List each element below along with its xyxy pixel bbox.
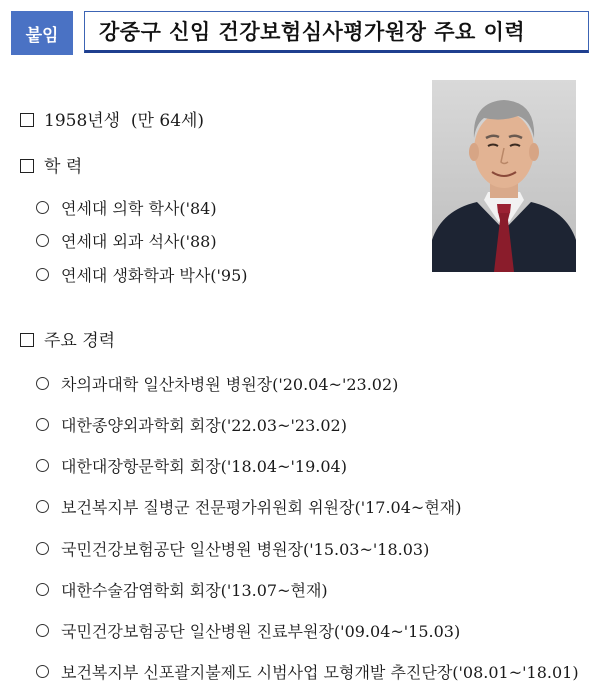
career-item: 차의과대학 일산차병원 병원장('20.04~'23.02) (61, 375, 399, 394)
page-title: 강중구 신임 건강보험심사평가원장 주요 이력 (84, 11, 589, 53)
circle-bullet-icon (36, 201, 49, 214)
career-item: 보건복지부 신포괄지불제도 시범사업 모형개발 추진단장('08.01~'18.01) (61, 663, 579, 682)
list-item (36, 537, 429, 560)
circle-bullet-icon (36, 268, 49, 281)
birth-text: 1958년생 (만 64세) (44, 111, 205, 131)
education-heading (20, 152, 82, 177)
square-bullet-icon (20, 113, 34, 127)
education-item: 연세대 의학 학사('84) (61, 199, 217, 218)
birth-line (20, 106, 204, 131)
circle-bullet-icon (36, 542, 49, 555)
attachment-badge: 붙임 (11, 11, 73, 55)
circle-bullet-icon (36, 234, 49, 247)
circle-bullet-icon (36, 624, 49, 637)
education-item: 연세대 생화학과 박사('95) (61, 266, 248, 285)
circle-bullet-icon (36, 583, 49, 596)
circle-bullet-icon (36, 665, 49, 678)
circle-bullet-icon (36, 459, 49, 472)
list-item (36, 413, 347, 436)
portrait-photo (432, 80, 576, 272)
list-item (36, 578, 328, 601)
career-heading-text: 주요 경력 (44, 331, 116, 351)
list-item (36, 263, 248, 286)
list-item (36, 196, 217, 219)
circle-bullet-icon (36, 500, 49, 513)
education-heading-text: 학 력 (44, 157, 83, 177)
list-item (36, 229, 217, 252)
education-item: 연세대 외과 석사('88) (61, 232, 217, 251)
list-item (36, 372, 398, 395)
career-item: 대한대장항문학회 회장('18.04~'19.04) (61, 457, 347, 476)
list-item (36, 619, 460, 642)
square-bullet-icon (20, 333, 34, 347)
career-item: 대한종양외과학회 회장('22.03~'23.02) (61, 416, 347, 435)
list-item (36, 454, 347, 477)
career-heading (20, 326, 115, 351)
career-item: 보건복지부 질병군 전문평가위원회 위원장('17.04~현재) (61, 498, 462, 517)
circle-bullet-icon (36, 418, 49, 431)
header (11, 11, 589, 55)
career-item: 국민건강보험공단 일산병원 병원장('15.03~'18.03) (61, 540, 430, 559)
square-bullet-icon (20, 159, 34, 173)
circle-bullet-icon (36, 377, 49, 390)
list-item (36, 495, 461, 518)
list-item (36, 660, 579, 683)
career-item: 대한수술감염학회 회장('13.07~현재) (61, 581, 328, 600)
career-item: 국민건강보험공단 일산병원 진료부원장('09.04~'15.03) (61, 622, 461, 641)
